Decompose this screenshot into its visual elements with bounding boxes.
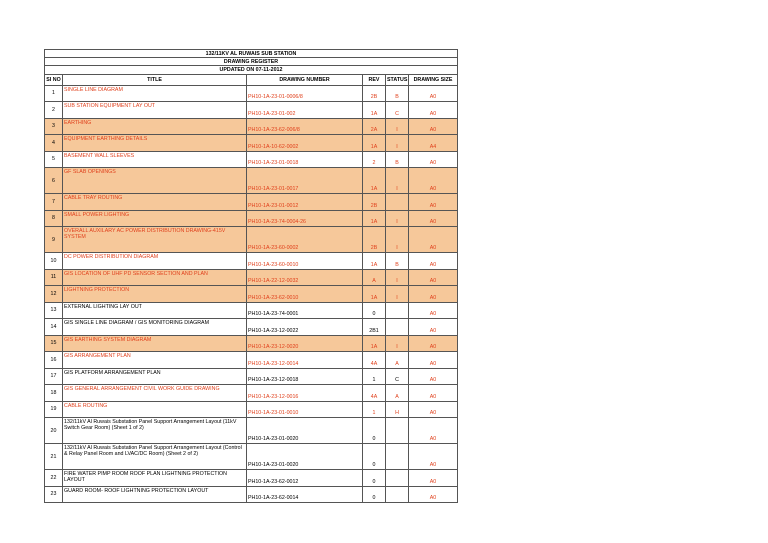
row-drawing-number: PH10-1A-23-01-0018: [247, 151, 363, 168]
row-rev: 0: [363, 418, 386, 444]
row-si-no: 7: [45, 194, 63, 211]
row-si-no: 17: [45, 368, 63, 385]
row-drawing-size: A0: [409, 253, 458, 270]
table-row: [45, 210, 458, 227]
row-title: SMALL POWER LIGHTING: [63, 210, 247, 227]
row-rev: 1A: [363, 210, 386, 227]
row-status: I: [386, 135, 409, 152]
row-rev: 2: [363, 151, 386, 168]
row-rev: 1: [363, 368, 386, 385]
table-row: [45, 335, 458, 352]
row-status: H: [386, 401, 409, 418]
table-row: [45, 352, 458, 369]
row-rev: 1A: [363, 168, 386, 194]
row-rev: 2B: [363, 227, 386, 253]
row-drawing-size: A0: [409, 168, 458, 194]
drawing-register-table: [44, 49, 458, 503]
row-drawing-number: PH10-1A-23-12-0018: [247, 368, 363, 385]
row-rev: 2B: [363, 85, 386, 102]
row-si-no: 19: [45, 401, 63, 418]
row-drawing-size: A0: [409, 286, 458, 303]
row-si-no: 2: [45, 102, 63, 119]
row-si-no: 11: [45, 269, 63, 286]
table-row: [45, 85, 458, 102]
col-title: TITLE: [63, 74, 247, 85]
table-row: [45, 227, 458, 253]
row-rev: 1A: [363, 335, 386, 352]
table-row: [45, 418, 458, 444]
col-drawing-number: DRAWING NUMBER: [247, 74, 363, 85]
row-drawing-number: PH10-1A-23-12-0014: [247, 352, 363, 369]
table-row: [45, 194, 458, 211]
row-drawing-size: A0: [409, 335, 458, 352]
row-rev: 0: [363, 470, 386, 487]
table-row: [45, 253, 458, 270]
header-title: 132/11KV AL RUWAIS SUB STATION: [45, 50, 458, 58]
row-drawing-number: PH10-1A-23-01-0012: [247, 194, 363, 211]
col-status: STATUS: [386, 74, 409, 85]
row-title: FIRE WATER PIMP ROOM ROOF PLAN LIGHTNING PROTECTION LAYOUT: [63, 470, 247, 487]
row-drawing-number: PH10-1A-23-74-0001: [247, 302, 363, 319]
row-rev: 4A: [363, 385, 386, 402]
row-si-no: 5: [45, 151, 63, 168]
row-drawing-size: A0: [409, 151, 458, 168]
row-si-no: 22: [45, 470, 63, 487]
row-title: GIS SINGLE LINE DIAGRAM / GIS MONITORING DIAGRAM: [63, 319, 247, 336]
row-drawing-number: PH10-1A-23-01-002: [247, 102, 363, 119]
row-drawing-size: A0: [409, 269, 458, 286]
row-si-no: 13: [45, 302, 63, 319]
col-rev: REV: [363, 74, 386, 85]
row-status: B: [386, 151, 409, 168]
table-row: [45, 401, 458, 418]
row-rev: 1A: [363, 253, 386, 270]
row-drawing-number: PH10-1A-22-12-0032: [247, 269, 363, 286]
row-drawing-number: PH10-1A-23-62-0012: [247, 470, 363, 487]
table-row: [45, 135, 458, 152]
row-si-no: 3: [45, 118, 63, 135]
row-drawing-size: A0: [409, 85, 458, 102]
row-rev: 4A: [363, 352, 386, 369]
table-row: [45, 286, 458, 303]
row-status: I: [386, 286, 409, 303]
row-rev: 2B: [363, 194, 386, 211]
row-status: C: [386, 368, 409, 385]
row-status: [386, 319, 409, 336]
row-rev: 1A: [363, 102, 386, 119]
row-drawing-size: A0: [409, 401, 458, 418]
row-drawing-size: A0: [409, 418, 458, 444]
row-drawing-number: PH10-1A-23-12-0020: [247, 335, 363, 352]
table-row: [45, 102, 458, 119]
row-drawing-size: A0: [409, 385, 458, 402]
row-si-no: 1: [45, 85, 63, 102]
row-drawing-number: PH10-1A-23-62-0010: [247, 286, 363, 303]
row-title: 132/11kV Al Ruwais Substation Panel Support Arrangement Layout (11kV Switch Gear Room) (Sheet 1 of 2): [63, 418, 247, 444]
row-title: 132/11kV Al Ruwais Substation Panel Support Arrangement Layout (Control & Relay Panel Room and LVAC/DC Room) (Sheet 2 of 2): [63, 444, 247, 470]
row-status: [386, 194, 409, 211]
row-title: OVERALL AUXILARY AC POWER DISTRIBUTION DRAWING-415V SYSTEM: [63, 227, 247, 253]
row-status: [386, 444, 409, 470]
row-drawing-number: PH10-1A-23-01-0017: [247, 168, 363, 194]
row-rev: 0: [363, 486, 386, 503]
row-si-no: 20: [45, 418, 63, 444]
row-rev: 0: [363, 302, 386, 319]
row-si-no: 6: [45, 168, 63, 194]
row-title: GUARD ROOM- ROOF LIGHTNING PROTECTION LAYOUT: [63, 486, 247, 503]
row-drawing-size: A0: [409, 368, 458, 385]
table-row: [45, 269, 458, 286]
row-si-no: 14: [45, 319, 63, 336]
row-si-no: 8: [45, 210, 63, 227]
row-drawing-size: A4: [409, 135, 458, 152]
row-title: GIS GENERAL ARRANGEMENT CIVIL WORK GUIDE DRAWING: [63, 385, 247, 402]
row-status: I: [386, 269, 409, 286]
row-drawing-number: PH10-1A-23-62-0014: [247, 486, 363, 503]
row-rev: 1A: [363, 135, 386, 152]
row-drawing-number: PH10-1A-23-01-0006/8: [247, 85, 363, 102]
row-rev: A: [363, 269, 386, 286]
row-rev: 2A: [363, 118, 386, 135]
table-row: [45, 368, 458, 385]
row-drawing-size: A0: [409, 444, 458, 470]
header-updated: UPDATED ON 07-11-2012: [45, 66, 458, 74]
row-drawing-number: PH10-1A-23-01-0010: [247, 401, 363, 418]
row-title: SUB STATION EQUIPMENT LAY OUT: [63, 102, 247, 119]
table-row: [45, 319, 458, 336]
col-si-no: SI NO: [45, 74, 63, 85]
row-status: A: [386, 385, 409, 402]
row-si-no: 15: [45, 335, 63, 352]
row-drawing-size: A0: [409, 352, 458, 369]
drawing-register-sheet: [44, 49, 457, 503]
table-row: [45, 151, 458, 168]
row-si-no: 4: [45, 135, 63, 152]
row-rev: 1: [363, 401, 386, 418]
row-si-no: 10: [45, 253, 63, 270]
row-si-no: 18: [45, 385, 63, 402]
row-drawing-number: PH10-1A-23-74-0004-26: [247, 210, 363, 227]
row-drawing-number: PH10-1A-10-62-0002: [247, 135, 363, 152]
row-drawing-size: A0: [409, 118, 458, 135]
row-title: GIS LOCATION OF UHF PD SENSOR SECTION AND PLAN: [63, 269, 247, 286]
row-si-no: 21: [45, 444, 63, 470]
col-drawing-size: DRAWING SIZE: [409, 74, 458, 85]
row-drawing-size: A0: [409, 227, 458, 253]
table-row: [45, 118, 458, 135]
row-drawing-number: PH10-1A-23-01-0020: [247, 444, 363, 470]
row-rev: 2B1: [363, 319, 386, 336]
row-title: EQUIPMENT EARTHING DETAILS: [63, 135, 247, 152]
row-drawing-number: PH10-1A-23-60-0010: [247, 253, 363, 270]
row-status: I: [386, 210, 409, 227]
row-si-no: 12: [45, 286, 63, 303]
row-status: B: [386, 253, 409, 270]
row-title: EXTERNAL LIGHTING LAY OUT: [63, 302, 247, 319]
row-status: [386, 302, 409, 319]
row-rev: 1A: [363, 286, 386, 303]
row-drawing-size: A0: [409, 102, 458, 119]
row-drawing-size: A0: [409, 470, 458, 487]
row-title: CABLE ROUTING: [63, 401, 247, 418]
row-drawing-number: PH10-1A-23-01-0020: [247, 418, 363, 444]
row-drawing-size: A0: [409, 302, 458, 319]
table-row: [45, 302, 458, 319]
row-si-no: 16: [45, 352, 63, 369]
row-title: BASEMENT WALL SLEEVES: [63, 151, 247, 168]
row-drawing-number: PH10-1A-23-62-006/8: [247, 118, 363, 135]
row-status: I: [386, 227, 409, 253]
row-status: [386, 418, 409, 444]
row-drawing-size: A0: [409, 319, 458, 336]
row-title: GF SLAB OPENINGS: [63, 168, 247, 194]
row-drawing-size: A0: [409, 486, 458, 503]
row-title: EARTHING: [63, 118, 247, 135]
row-si-no: 23: [45, 486, 63, 503]
row-drawing-number: PH10-1A-23-60-0002: [247, 227, 363, 253]
row-status: C: [386, 102, 409, 119]
row-title: DC POWER DISTRIBUTION DIAGRAM: [63, 253, 247, 270]
row-title: GIS EARTHING SYSTEM DIAGRAM: [63, 335, 247, 352]
row-title: GIS PLATFORM ARRANGEMENT PLAN: [63, 368, 247, 385]
row-title: CABLE TRAY ROUTING: [63, 194, 247, 211]
row-title: SINGLE LINE DIAGRAM: [63, 85, 247, 102]
row-drawing-size: A0: [409, 194, 458, 211]
row-drawing-size: A0: [409, 210, 458, 227]
row-rev: 0: [363, 444, 386, 470]
row-status: [386, 470, 409, 487]
table-row: [45, 444, 458, 470]
header-subtitle: DRAWING REGISTER: [45, 58, 458, 66]
row-status: [386, 486, 409, 503]
row-status: I: [386, 335, 409, 352]
row-si-no: 9: [45, 227, 63, 253]
row-status: B: [386, 85, 409, 102]
table-row: [45, 168, 458, 194]
table-row: [45, 486, 458, 503]
row-title: LIGHTNING PROTECTION: [63, 286, 247, 303]
row-status: A: [386, 352, 409, 369]
row-status: I: [386, 168, 409, 194]
row-drawing-number: PH10-1A-23-12-0016: [247, 385, 363, 402]
table-row: [45, 385, 458, 402]
row-drawing-number: PH10-1A-23-12-0022: [247, 319, 363, 336]
row-status: I: [386, 118, 409, 135]
table-row: [45, 470, 458, 487]
row-title: GIS ARRANGEMENT PLAN: [63, 352, 247, 369]
